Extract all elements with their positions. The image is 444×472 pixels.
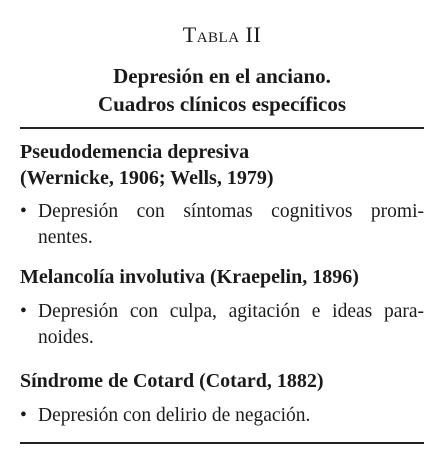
section-heading-line: Síndrome de Cotard (Cotard, 1882) [20,370,324,392]
table-title-line-1: Depresión en el anciano. [113,64,331,88]
bullet-text [38,199,424,251]
bullet-text-line: Depresión con síntomas cognitivos promi- [38,201,424,222]
section-heading-involutional-melancholia [20,264,424,290]
bullet-text [38,299,424,351]
table-title [0,62,444,118]
bottom-rule [20,442,424,444]
section-heading-line: (Wernicke, 1906; Wells, 1979) [20,167,274,189]
top-rule [20,127,424,129]
bullet-text-line: nentes. [38,227,93,248]
bullet-icon: • [20,301,27,322]
bullet-text-line: Depresión con delirio de negación. [38,405,311,426]
table-label: Tabla II [182,22,262,47]
table-title-line-2: Cuadros clínicos específicos [97,92,347,116]
section-heading-cotard-syndrome [20,368,424,394]
section-heading-pseudodementia [20,139,424,191]
bullet-text-line: noides. [38,327,94,348]
bullet-text [38,403,424,429]
bullet-icon: • [20,201,27,222]
bullet-text-line: Depresión con culpa, agitación e ideas para- [38,301,424,322]
section-heading-line: Melancolía involutiva (Kraepelin, 1896) [20,266,359,288]
bullet-icon: • [20,405,27,426]
section-heading-line: Pseudodemencia depresiva [20,141,250,163]
